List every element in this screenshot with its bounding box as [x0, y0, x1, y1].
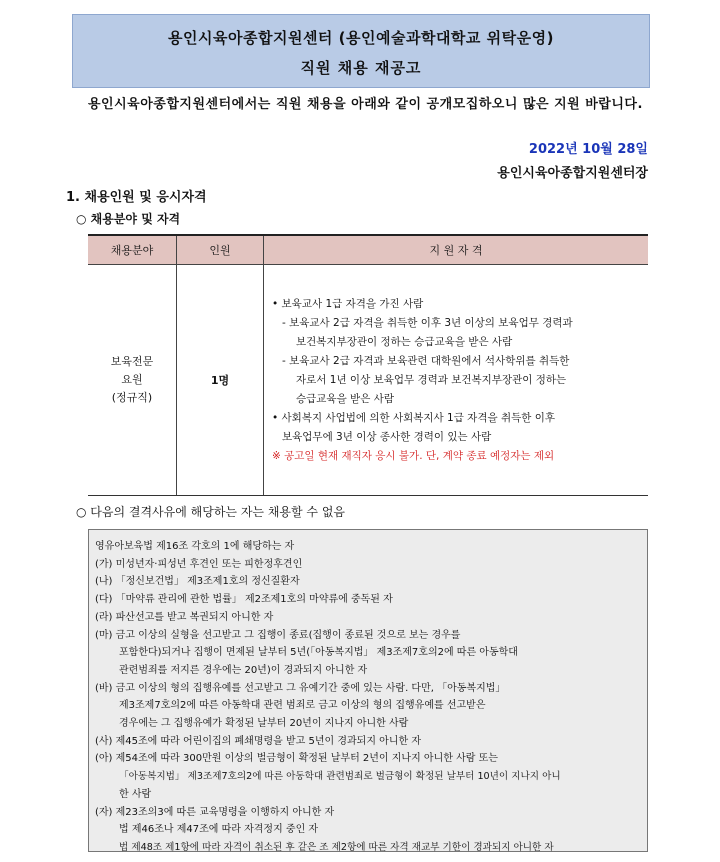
notice-title-box: [72, 14, 650, 88]
qualification-item: - 보육교사 2급 자격을 취득한 이후 3년 이상의 보육업무 경력과: [282, 316, 573, 329]
qualification-cell: [264, 265, 649, 496]
recruitment-table: [88, 234, 648, 496]
list-item: (사) 제45조에 따라 어린이집의 폐쇄명령을 받고 5년이 경과되지 아니한 자: [95, 735, 421, 747]
list-item: 「아동복지법」 제3조제7호의2에 따른 아동학대 관련범죄로 벌금형이 확정된 날부터 10년이 지나지 아니: [119, 771, 561, 783]
list-item: 포함한다)되거나 집행이 면제된 날부터 5년(「아동복지법」 제3조제7호의2에 따른 아동학대: [119, 647, 518, 659]
column-header-count: 인원: [177, 235, 264, 265]
list-item: (아) 제54조에 따라 300만원 이상의 벌금형이 확정된 날부터 2년이 지나지 아니한 사람 또는: [95, 753, 498, 765]
list-item: (나) 「정신보건법」 제3조제1호의 정신질환자: [95, 576, 300, 588]
qualification-item: 보육업무에 3년 이상 종사한 경력이 있는 사람: [282, 430, 492, 443]
list-item: (가) 미성년자·피성년 후견인 또는 피한정후견인: [95, 558, 303, 570]
qualification-item: - 보육교사 2급 자격과 보육관련 대학원에서 석사학위를 취득한: [282, 354, 570, 367]
list-item: 영유아보육법 제16조 각호의 1에 해당하는 자: [95, 541, 295, 552]
field-employment-type: (정규직): [111, 391, 153, 404]
table-row: [88, 265, 648, 496]
intro-text: 용인시육아종합지원센터에서는 직원 채용을 아래와 같이 공개모집하오니 많은 지원 바랍니다.: [88, 97, 643, 112]
disqualification-box: [88, 529, 648, 852]
count-cell: 1명: [177, 265, 264, 496]
section-title: 1. 채용인원 및 응시자격: [66, 190, 207, 205]
field-name-line1: 보육전문: [110, 355, 154, 368]
column-header-qualifications: 지 원 자 격: [264, 235, 649, 265]
disqualification-heading: ○ 다음의 결격사유에 해당하는 자는 채용할 수 없음: [76, 505, 346, 519]
qualification-item: 승급교육을 받은 사람: [296, 392, 394, 405]
list-item: (라) 파산선고를 받고 복권되지 아니한 자: [95, 611, 274, 623]
table-header-row: [88, 235, 648, 265]
list-item: 법 제48조 제1항에 따라 자격이 취소된 후 같은 조 제2항에 따른 자격 재교부 기한이 경과되지 아니한 자: [119, 841, 554, 853]
qualification-item: 자로서 1년 이상 보육업무 경력과 보건복지부장관이 정하는: [296, 373, 567, 386]
list-item: 관련범죄를 저지른 경우에는 20년)이 경과되지 아니한 자: [119, 664, 368, 676]
qualification-item: • 사회복지 사업법에 의한 사회복지사 1급 자격을 취득한 이후: [272, 411, 556, 424]
list-item: 법 제46조나 제47조에 따라 자격정지 중인 자: [119, 824, 319, 836]
list-item: (자) 제23조의3에 따른 교육명령을 이행하지 아니한 자: [95, 806, 335, 818]
section-subtitle: ○ 채용분야 및 자격: [76, 212, 181, 226]
qualification-item: • 보육교사 1급 자격을 가진 사람: [272, 297, 424, 310]
notice-date: 2022년 10월 28일: [528, 142, 648, 157]
field-name-line2: 요원: [121, 373, 143, 386]
notice-title: 용인시육아종합지원센터 (용인예술과학대학교 위탁운영): [168, 29, 554, 47]
list-item: 제3조제7호의2에 따른 아동학대 관련 범죄로 금고 이상의 형의 집행유예를 선고받은: [119, 700, 486, 712]
qualification-item: 보건복지부장관이 정하는 승급교육을 받은 사람: [296, 335, 513, 348]
list-item: (바) 금고 이상의 형의 집행유예를 선고받고 그 유예기간 중에 있는 사람. 다만, 「아동복지법」: [95, 682, 506, 694]
list-item: (다) 「마약류 관리에 관한 법률」 제2조제1호의 마약류에 중독된 자: [95, 594, 393, 606]
list-item: 경우에는 그 집행유예가 확정된 날부터 20년이 지나지 아니한 사람: [119, 718, 409, 730]
signer: 용인시육아종합지원센터장: [497, 166, 648, 181]
field-cell: [88, 265, 177, 496]
list-item: 한 사람: [119, 788, 152, 800]
list-item: (마) 금고 이상의 실형을 선고받고 그 집행이 종료(집행이 종료된 것으로 보는 경우를: [95, 629, 461, 641]
column-header-field: 채용분야: [88, 235, 177, 265]
notice-subtitle: 직원 채용 재공고: [300, 59, 422, 77]
qualification-note: ※ 공고일 현재 재직자 응시 불가. 단, 계약 종료 예정자는 제외: [272, 449, 555, 462]
